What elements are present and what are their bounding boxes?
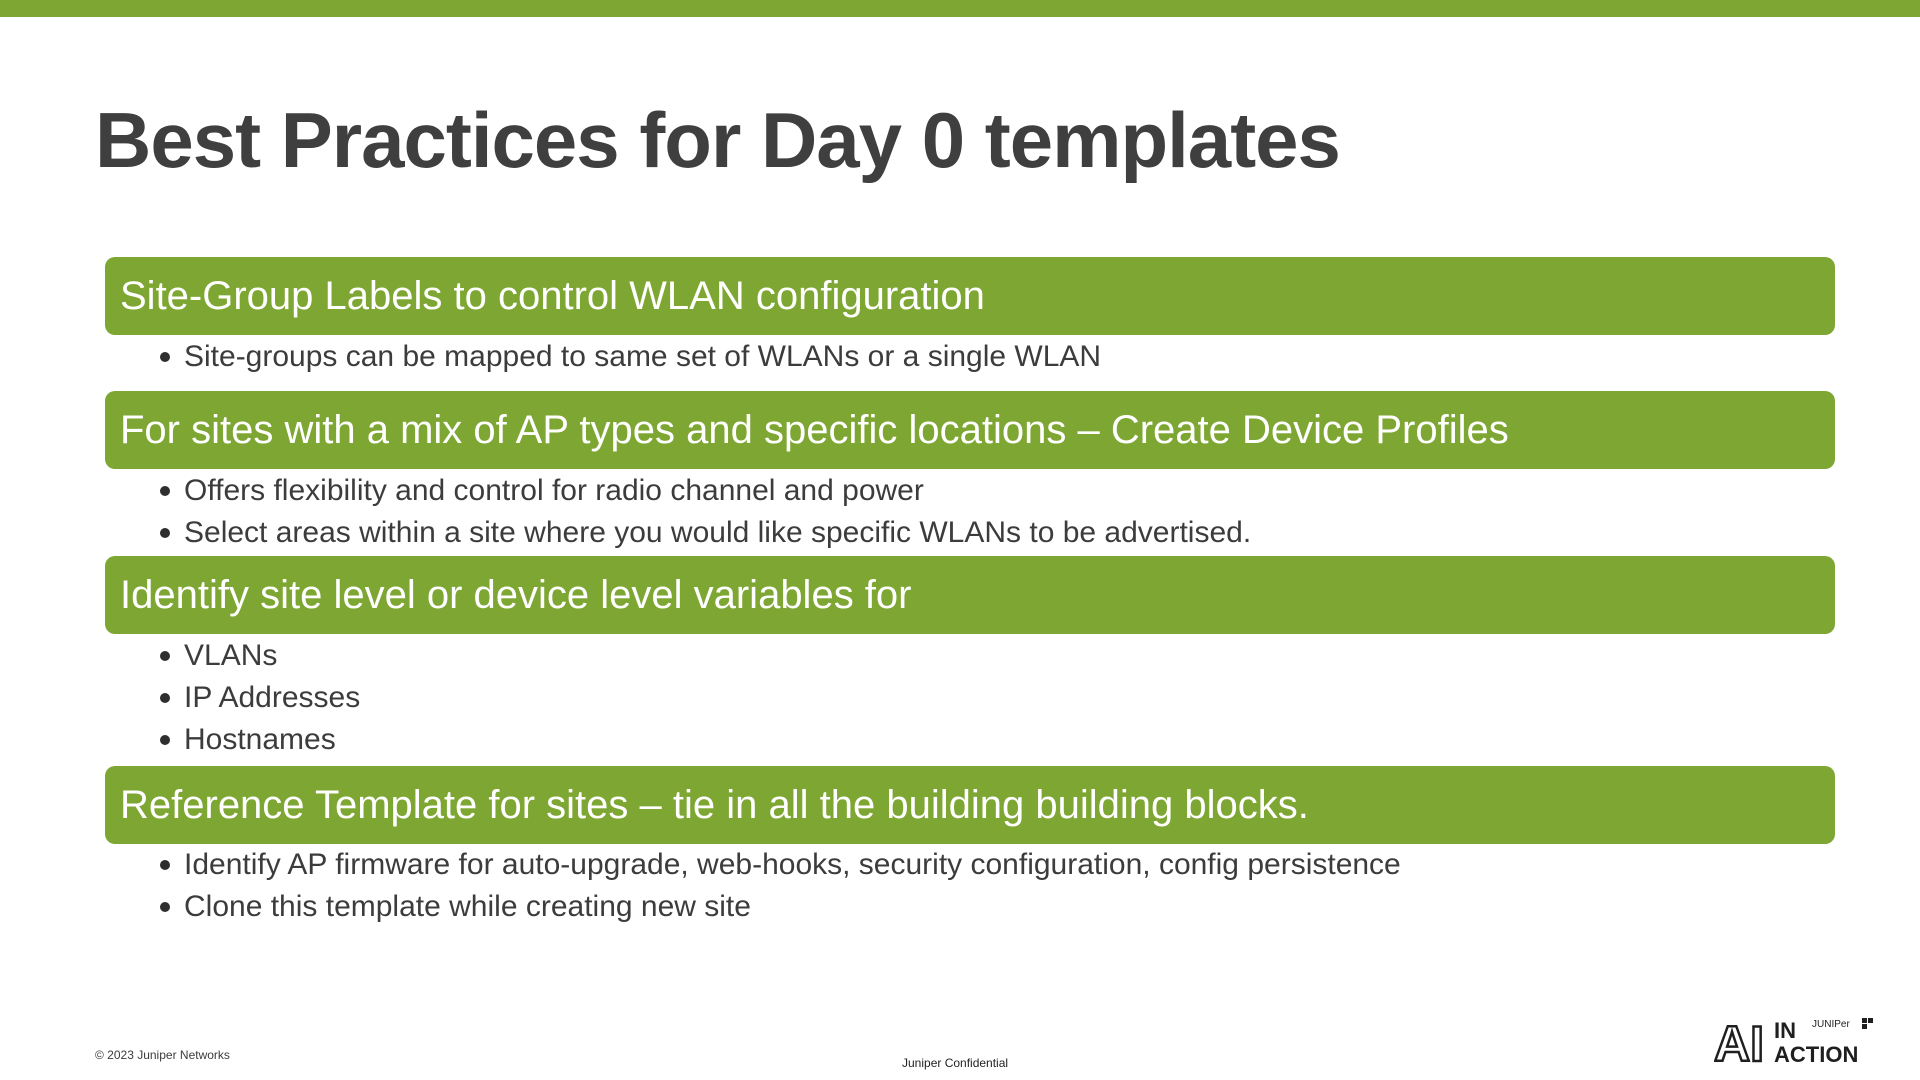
bullet-text: Identify AP firmware for auto-upgrade, web-hooks, security configuration, config persistence	[184, 848, 1401, 881]
logo-square-icon	[1868, 1018, 1873, 1023]
logo-square-icon	[1862, 1024, 1867, 1029]
list-item	[160, 677, 360, 719]
bullet-icon	[160, 902, 170, 912]
section-heading-4: Reference Template for sites – tie in all the building building blocks.	[105, 766, 1835, 844]
copyright-text: © 2023 Juniper Networks	[95, 1048, 230, 1062]
bullet-icon	[160, 352, 170, 362]
bullet-text: Site-groups can be mapped to same set of WLANs or a single WLAN	[184, 340, 1102, 373]
logo-brand: JUNIPer	[1812, 1019, 1850, 1030]
section-heading-2: For sites with a mix of AP types and specific locations – Create Device Profiles	[105, 391, 1835, 469]
logo-word-action: ACTION	[1774, 1042, 1859, 1065]
logo-square-icon	[1862, 1018, 1867, 1023]
bullet-icon	[160, 860, 170, 870]
bullet-text: Select areas within a site where you would like specific WLANs to be advertised.	[184, 516, 1252, 549]
bullet-text: IP Addresses	[184, 681, 361, 714]
section-heading-3: Identify site level or device level variables for	[105, 556, 1835, 634]
bullet-text: Offers flexibility and control for radio channel and power	[184, 474, 924, 507]
bullet-text: Clone this template while creating new site	[184, 890, 751, 923]
bullet-text: Hostnames	[184, 723, 336, 756]
list-item	[160, 635, 360, 677]
list-item	[160, 844, 1401, 886]
list-item	[160, 512, 1251, 554]
section-heading-1: Site-Group Labels to control WLAN configuration	[105, 257, 1835, 335]
bullet-list-2	[160, 470, 1251, 554]
bullet-icon	[160, 486, 170, 496]
list-item	[160, 719, 360, 761]
bullet-text: VLANs	[184, 639, 278, 672]
bullet-icon	[160, 651, 170, 661]
bullet-icon	[160, 528, 170, 538]
list-item	[160, 886, 1401, 928]
bullet-icon	[160, 735, 170, 745]
logo-mark: AI	[1714, 1016, 1764, 1065]
list-item	[160, 470, 1251, 512]
bullet-list-3	[160, 635, 360, 761]
bullet-list-1	[160, 336, 1101, 378]
top-accent-bar	[0, 0, 1920, 17]
slide-title: Best Practices for Day 0 templates	[95, 96, 1340, 184]
confidential-label: Juniper Confidential	[902, 1056, 1009, 1070]
logo-word-in: IN	[1774, 1018, 1796, 1043]
list-item	[160, 336, 1101, 378]
bullet-list-4	[160, 844, 1401, 928]
ai-in-action-logo	[1714, 1015, 1874, 1065]
bullet-icon	[160, 693, 170, 703]
